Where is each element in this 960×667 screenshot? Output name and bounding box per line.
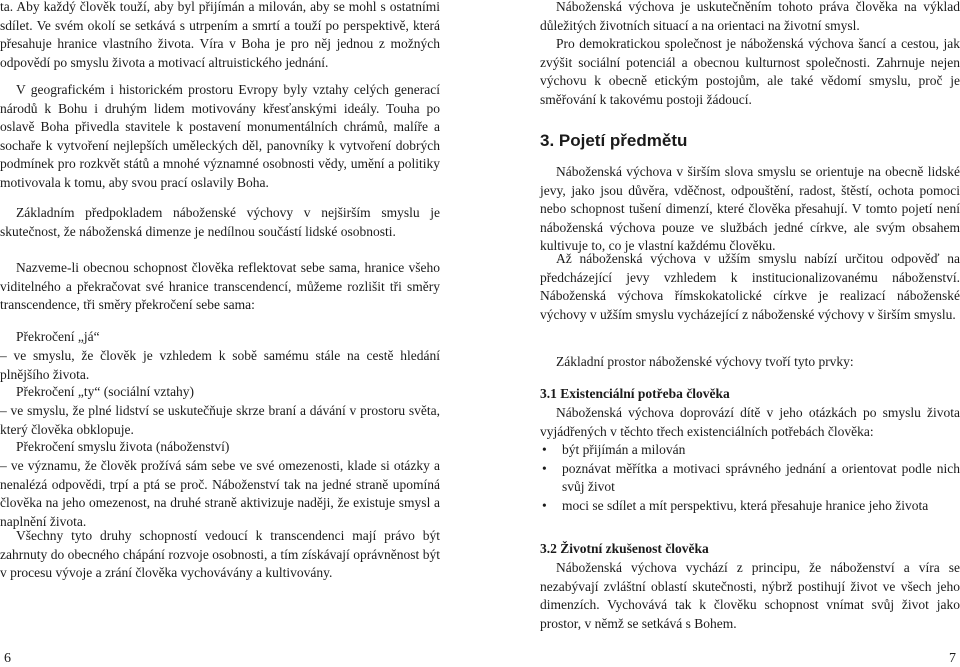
subsection-heading: 3.2 Životní zkušenost člověka (540, 541, 709, 556)
transcendence-text: – ve smyslu, že člověk je vzhledem k sobě samému stále na cestě hledání plnějšího života. (0, 348, 440, 382)
paragraph: Náboženská výchova doprovází dítě v jeho otázkách po smyslu života vyjádřených v těchto třech existenciálních potřebách člověka: (540, 405, 960, 439)
paragraph: Náboženská výchova vychází z principu, že náboženství a víra se nezabývají zvláštní oblastí skutečnosti, nýbrž postihují život ve všech jeho dimenzích. Vychovává tak k člověku schopnost vnímat svůj život jako prostor, v němž se setkává s Bohem. (540, 560, 960, 631)
transcendence-title: Překročení „ty“ (sociální vztahy) (16, 384, 195, 399)
left-page (0, 0, 440, 667)
paragraph: Pro demokratickou společnost je náboženská výchova šancí a cestou, jak zvýšit sociální potenciál a obecnou kulturnost společnosti. Zahrnuje nejen výchovu k obecně etickým postojům, ale také vědomí smyslu, proč je směřování k takovému postoji žádoucí. (540, 36, 960, 107)
paragraph: ta. Aby každý člověk touží, aby byl přijímán a milován, aby se mohl s ostatními sdílet. Ve svém okolí se setkává s utrpením a smrtí a touží po perspektivě, která přesahuje hranice vlastního života. Víra v Boha je pro něj jednou z možných odpovědí po smyslu života a motivací altruistického jednání. (0, 0, 440, 70)
paragraph: Náboženská výchova v širším slova smyslu se orientuje na obecně lidské jevy, jako jsou důvěra, vděčnost, odpouštění, radost, štěstí, ochota pomoci nebo schopnost tušení dimenzí, které člověka přesahují. V tomto pojetí není náboženská výchova pouze ve službách jedné církve, ale svým obsahem kultivuje to, co je vlastní každému člověku. (540, 164, 960, 253)
right-page (540, 0, 960, 667)
list-item: • poznávat měřítka a motivaci správného jednání a orientovat podle nich svůj život (542, 460, 960, 494)
bullet-icon: • (542, 460, 547, 476)
section-heading: 3. Pojetí předmětu (540, 131, 688, 150)
paragraph: V geografickém i historickém prostoru Evropy byly vztahy celých generací národů k Bohu i druhým lidem motivovány křesťanskými ideály. Touha po oslavě Boha přivedla stavitele k postavení monumentálních chrámů, malíře a sochaře k vytvoření nejlepších uměleckých děl, panovníky k vytvoření dobrých podmínek pro rozkvět států a mnohé významné osobnosti vědy, umění a politiky motivovala k tomu, aby svou prací oslavily Boha. (0, 82, 440, 190)
subsection-heading: 3.1 Existenciální potřeba člověka (540, 386, 730, 401)
page-number: 7 (949, 651, 956, 666)
transcendence-title: Překročení „já“ (16, 329, 100, 344)
paragraph: Základní prostor náboženské výchovy tvoří tyto prvky: (556, 354, 854, 369)
paragraph: Základním předpokladem náboženské výchovy v nejširším smyslu je skutečnost, že náboženská dimenze je nedílnou součástí lidské osobnosti. (0, 205, 440, 239)
transcendence-text: – ve významu, že člověk prožívá sám sebe ve své omezenosti, klade si otázky a nenalézá odpovědi, trpí a ptá se proč. Náboženství tak na jedné straně upomíná člověka na jeho omezenost, na druhé straně aktivizuje naději, že existuje smysl a naplnění života. (0, 458, 440, 529)
list-item: • moci se sdílet a mít perspektivu, která přesahuje hranice jeho života (540, 497, 960, 516)
page-number: 6 (4, 651, 11, 666)
bullet-icon: • (542, 442, 547, 457)
transcendence-title: Překročení smyslu života (náboženství) (16, 439, 230, 454)
transcendence-text: – ve smyslu, že plné lidství se uskutečňuje skrze braní a dávání v prostoru světa, který člověka obklopuje. (0, 403, 440, 437)
paragraph: Až náboženská výchova v užším smyslu nabízí určitou odpověď na předcházející jevy vzhledem k institucionalizovanému náboženství. Náboženská výchova římskokatolické církve je realizací náboženské výchovy v užším smyslu vycházející z náboženské výchovy v širším smyslu. (540, 251, 960, 322)
bullet-list (540, 441, 960, 515)
list-item: • být přijímán a milován (540, 441, 960, 460)
paragraph: Náboženská výchova je uskutečněním tohoto práva člověka na výklad důležitých životních situací a na orientaci na životní smysl. (540, 0, 960, 33)
paragraph: Nazveme-li obecnou schopnost člověka reflektovat sebe sama, hranice všeho viditelného a překračovat své hranice transcendencí, můžeme rozlišit tři směry transcendence, tři směry překročení sebe sama: (0, 260, 440, 312)
paragraph: Všechny tyto druhy schopností vedoucí k transcendenci mají právo být zahrnuty do obecného chápání rozvoje osobnosti, a tím získávají oprávněnost být v procesu vývoje a zrání člověka vychovávány a kultivovány. (0, 528, 440, 580)
bullet-icon: • (542, 497, 547, 513)
